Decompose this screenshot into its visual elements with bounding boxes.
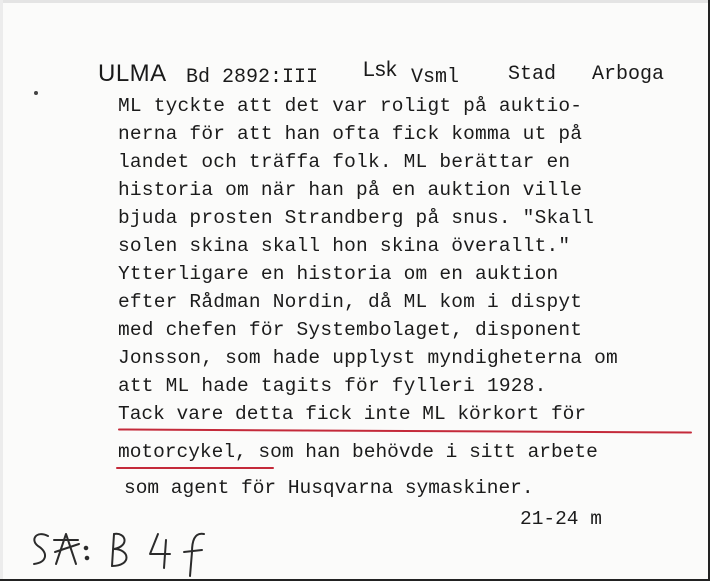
volume-reference: Bd 2892:III	[186, 66, 319, 89]
text-line: historia om när han på en auktion ville	[118, 179, 583, 201]
text-line: solen skina skall hon skina överallt."	[118, 235, 571, 257]
place-name: Arboga	[592, 63, 665, 86]
card-left-edge	[0, 0, 3, 579]
handwritten-signature	[26, 522, 226, 578]
punch-dot	[34, 91, 38, 95]
text-line: att ML hade tagits för fylleri 1928.	[118, 375, 547, 397]
text-line: bjuda prosten Strandberg på snus. "Skall	[118, 207, 595, 229]
underlined-sentence: Tack vare detta fick inte ML körkort för	[118, 403, 587, 425]
lsk-stamp: Lsk	[363, 58, 398, 81]
text-line: Jonsson, som hade upplyst myndigheterna om	[118, 347, 618, 369]
text-line: ML tyckte att det var roligt på auktio-	[118, 95, 583, 117]
line-continuation: , som han behövde i sitt arbete	[235, 441, 598, 463]
motorcycle-line	[118, 438, 598, 466]
text-line: nerna för att han ofta fick komma ut på	[118, 123, 583, 145]
text-line-last: som agent för Husqvarna symaskiner.	[124, 477, 534, 499]
place-type-label: Stad	[508, 63, 557, 86]
ulma-stamp: ULMA	[98, 60, 167, 87]
text-line: efter Rådman Nordin, då ML kom i dispyt	[118, 291, 583, 313]
text-line: Ytterligare en historia om en auktion	[118, 263, 559, 285]
underlined-word: motorcykel	[118, 441, 236, 463]
card-top-edge	[0, 0, 708, 3]
text-line: med chefen för Systembolaget, disponent	[118, 319, 583, 341]
red-underline-short	[116, 467, 274, 469]
province-label: Vsml	[411, 66, 460, 89]
red-underline	[118, 428, 692, 433]
card-body-text	[118, 92, 618, 400]
page-reference: 21-24 m	[520, 508, 602, 530]
text-line: landet och träffa folk. ML berättar en	[118, 151, 571, 173]
